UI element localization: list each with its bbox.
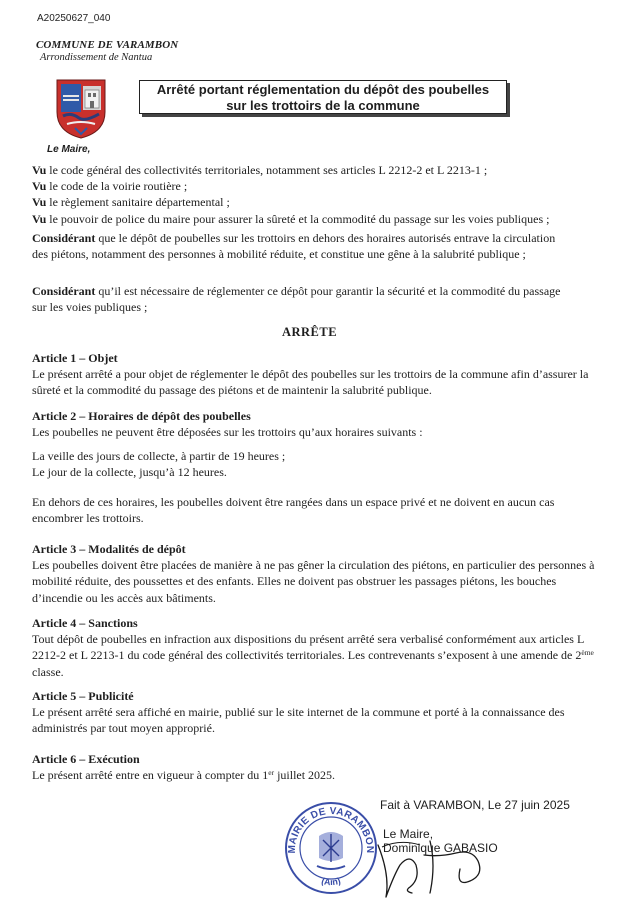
signature-name: Dominique GABASIO <box>383 841 498 855</box>
vu-list <box>32 162 592 227</box>
vu-item: Vu le code de la voirie routière ; <box>32 179 188 194</box>
stamp-bottom-text: (Ain) <box>320 875 342 888</box>
document-reference: A20250627_040 <box>37 13 111 24</box>
article-4-title: Article 4 – Sanctions <box>32 616 138 630</box>
handwritten-signature-icon <box>360 835 520 899</box>
article-2-intro: Les poubelles ne peuvent être déposées sur les trottoirs qu’aux horaires suivants : <box>32 425 423 440</box>
article-2-title: Article 2 – Horaires de dépôt des poubelles <box>32 409 251 423</box>
article-2-schedule-line: La veille des jours de collecte, à partir de 19 heures ; <box>32 449 286 463</box>
article-3-title: Article 3 – Modalités de dépôt <box>32 542 186 556</box>
vu-item: Vu le règlement sanitaire départemental ; <box>32 195 230 210</box>
considerant-2: Considérant qu’il est nécessaire de réglementer ce dépôt pour garantir la sécurité et la commodité du passage sur les voies publiques ; <box>32 284 561 315</box>
article-1 <box>32 350 600 399</box>
vu-item: Vu le code général des collectivités territoriales, notamment ses articles L 2212-2 et L 2213-1 ; <box>32 163 488 177</box>
decree-title-box <box>139 80 507 114</box>
article-2-outro: En dehors de ces horaires, les poubelles doivent être rangées dans un espace privé et ne doivent en aucun cas encombrer les trottoirs. <box>32 495 555 526</box>
article-3-text: Les poubelles doivent être placées de manière à ne pas gêner la circulation des piétons, en particulier des personnes à mobilité réduite, des poussettes et des enfants. Elles ne doivent pas obstruer les passages piétons, les bouches d’incendie ou les accès aux bâtiments. <box>32 558 595 605</box>
considerant-1: Considérant que le dépôt de poubelles sur les trottoirs en dehors des horaires autorisés entrave la circulation des piétons, notamment des personnes à mobilité réduite, et constitue une gêne à la salubrité publique ; <box>32 231 556 262</box>
article-2 <box>32 408 597 440</box>
article-5-text: Le présent arrêté sera affiché en mairie, publié sur le site internet de la commune et porté à la connaissance des administrés par tout moyen approprié. <box>32 705 565 736</box>
article-3 <box>32 541 602 606</box>
arrondissement: Arrondissement de Nantua <box>40 52 153 63</box>
article-6-title: Article 6 – Exécution <box>32 752 140 766</box>
stamp-top-text: MAIRIE DE VARAMBON <box>286 805 376 854</box>
article-2-schedule-line: Le jour de la collecte, jusqu’à 12 heures. <box>32 465 227 480</box>
signature-place-date: Fait à VARAMBON, Le 27 juin 2025 <box>380 798 570 812</box>
article-6-text: Le présent arrêté entre en vigueur à compter du 1er juillet 2025. <box>32 768 336 783</box>
vu-item: Vu le pouvoir de police du maire pour assurer la sûreté et la commodité du passage sur les voies publiques ; <box>32 211 550 226</box>
decree-title-line1: Arrêté portant réglementation du dépôt des poubelles <box>156 82 490 97</box>
decree-title-line2: sur les trottoirs de la commune <box>226 98 420 113</box>
article-2-schedule <box>32 448 597 480</box>
arrete-heading: ARRÊTE <box>281 325 338 339</box>
article-1-text: Le présent arrêté a pour objet de réglementer le dépôt des poubelles sur les trottoirs de la commune afin d’assurer la sûreté et la commodité du passage des piétons et de maintenir la salubrité publique. <box>32 367 589 398</box>
article-4 <box>32 615 600 680</box>
article-6 <box>32 751 597 783</box>
article-5 <box>32 688 604 737</box>
article-4-text: Tout dépôt de poubelles en infraction aux dispositions du présent arrêté sera verbalisé conformément aux articles L 2212-2 et L 2213-1 du code général des collectivités territoriales. Les contrevenants s’exposent à une amende de 2ème classe. <box>32 632 594 679</box>
article-1-title: Article 1 – Objet <box>32 351 118 365</box>
article-5-title: Article 5 – Publicité <box>32 689 134 703</box>
le-maire-heading: Le Maire, <box>47 144 91 155</box>
commune-name: COMMUNE DE VARAMBON <box>36 39 179 51</box>
coat-of-arms-icon <box>55 78 107 140</box>
signature-role: Le Maire, <box>383 827 434 841</box>
